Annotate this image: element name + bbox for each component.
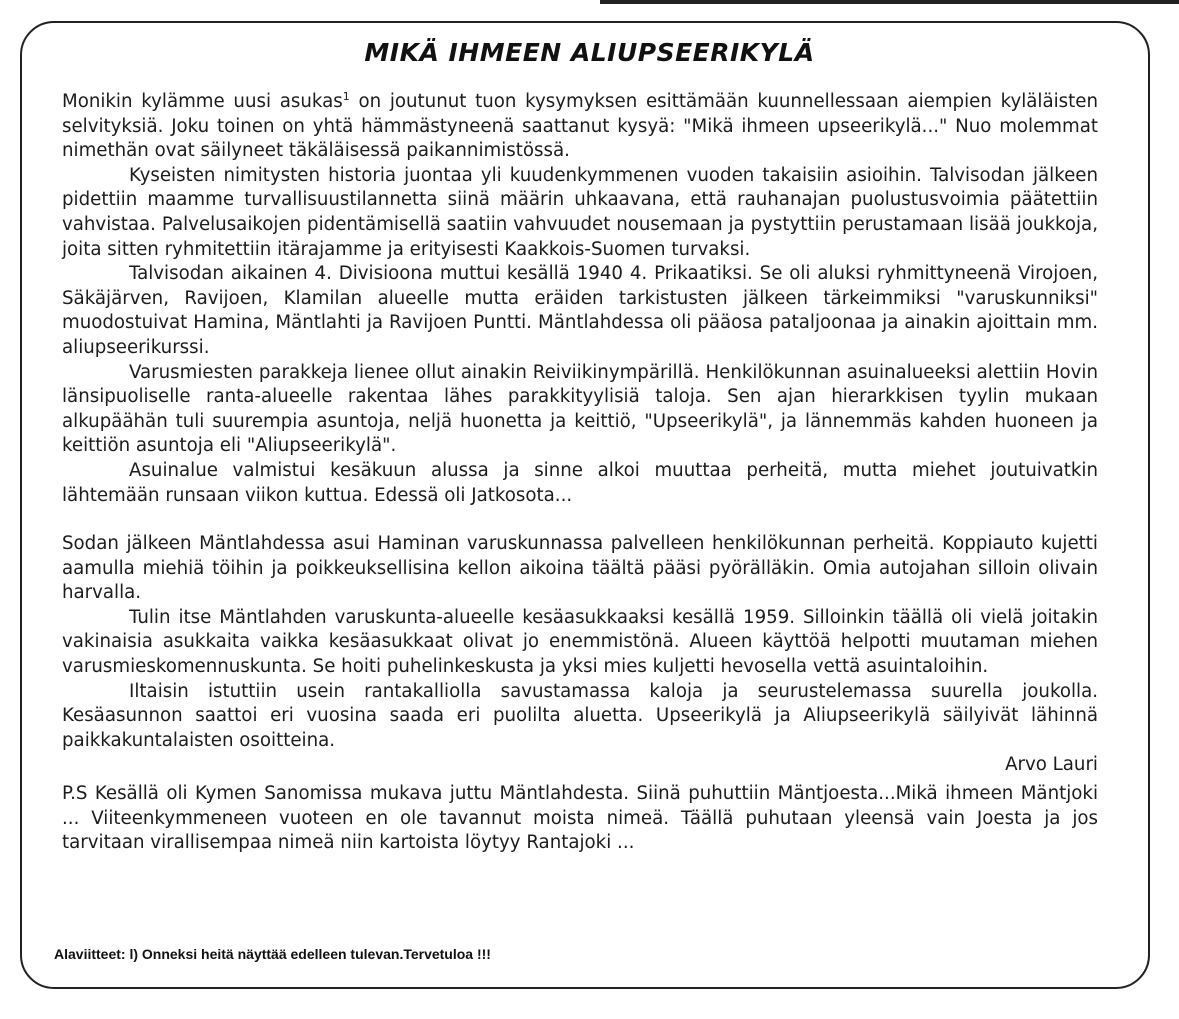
paragraph-6: Sodan jälkeen Mäntlahdessa asui Haminan varuskunnassa palvelleen henkilökunnan perheitä. Koppiauto kujetti aamulla miehiä töihin ja poikkeuksellisina kellon aikoina täältä pääsi pyörälläkin. Omia autojahan silloin olivain harvalla. [62, 533, 1098, 604]
footnote-marker: 1 [342, 90, 350, 103]
paragraph-4: Varusmiesten parakkeja lienee ollut ainakin Reiviikinympärillä. Henkilökunnan asuinalueeksi alettiin Hovin länsipuoliselle ranta-alueelle rakentaa lähes parakkityylisiä taloja. Sen ajan hierarkkisen tyylin mukaan alkupäähän tuli suurempia asuntoja, neljä huonetta ja keittiö, "Upseerikylä", ja lännemmäs kahden huoneen ja keittiön asuntoja eli "Aliupseerikylä". [62, 361, 1098, 457]
paragraph-8: Iltaisin istuttiin usein rantakalliolla savustamassa kaloja ja seurustelemassa suurella joukolla. Kesäasunnon saattoi eri vuosina saada eri puolilta aluetta. Upseerikylä ja Aliupseerikylä säilyivät lähinnä paikkakuntalaisten osoitteina. [62, 680, 1098, 751]
paragraph-1-start: Monikin kylämme uusi asukas [62, 91, 343, 112]
article-body [62, 90, 1098, 856]
paragraph-1-rest: on joutunut tuon kysymyksen esittämään kuunnellessaan aiempien kyläläisten selvityksiä. Joku toinen on yhtä hämmästyneenä saattanut kysyä: "Mikä ihmeen upseerikylä..." Nuo molemmat nimethän ovat säilyneet täkäläisessä paikannimistössä. [62, 91, 1098, 162]
top-rule-line [600, 0, 1179, 4]
author-signature: Arvo Lauri [1005, 754, 1098, 776]
paragraph-7: Tulin itse Mäntlahden varuskunta-alueelle kesäasukkaaksi kesällä 1959. Silloinkin täällä oli vielä joitakin vakinaisia asukkaita vaikka kesäasukkaat olivat jo enemmistönä. Alueen käyttöä helpotti muutaman miehen varusmieskomennuskunta. Se hoiti puhelinkeskusta ja yksi mies kuljetti hevosella vettä asuintaloihin. [62, 606, 1098, 678]
paragraph-3: Talvisodan aikainen 4. Divisioona muttui kesällä 1940 4. Prikaatiksi. Se oli aluksi ryhmittyneenä Virojoen, Säkäjärven, Ravijoen, Klamilan alueelle mutta eräiden tarkistusten jälkeen tärkeimmiksi "varuskunniksi" muodostuivat Hamina, Mäntlahti ja Ravijoen Puntti. Mäntlahdessa oli pääosa pataljoonaa ja ainakin ajoittain mm. aliupseerikurssi. [62, 263, 1098, 358]
article-title: MIKÄ IHMEEN ALIUPSEERIKYLÄ [364, 38, 815, 67]
paragraph-2: Kyseisten nimitysten historia juontaa yli kuudenkymmenen vuoden takaisiin asioihin. Talvisodan jälkeen pidettiin maamme turvallisuustilannetta siinä määrin uhkaavana, että rauhanajan puolustusvoimia päätettiin vahvistaa. Palvelusaikojen pidentämisellä saatiin vahvuudet nousemaan ja pystyttiin perustamaan lisää joukkoja, joita sitten ryhmitettiin itärajamme ja erityisesti Kaakkois-Suomen turvaksi. [62, 164, 1098, 260]
paragraph-1 [62, 90, 1098, 164]
footnote: Alaviitteet: l) Onneksi heitä näyttää edelleen tulevan.Tervetuloa !!! [54, 946, 491, 962]
postscript: P.S Kesällä oli Kymen Sanomissa mukava juttu Mäntlahdesta. Siinä puhuttiin Mäntjoesta...Mikä ihmeen Mäntjoki ... Viiteenkymmeneen vuoteen en ole tavannut moista nimeä. Täällä puhutaan yleensä vain Joesta ja jos tarvitaan virallisempaa nimeä niin kartoista löytyy Rantajoki ... [62, 783, 1098, 854]
paragraph-5: Asuinalue valmistui kesäkuun alussa ja sinne alkoi muuttaa perheitä, mutta miehet joutuivatkin lähtemään runsaan viikon kuttua. Edessä oli Jatkosota... [62, 459, 1098, 506]
